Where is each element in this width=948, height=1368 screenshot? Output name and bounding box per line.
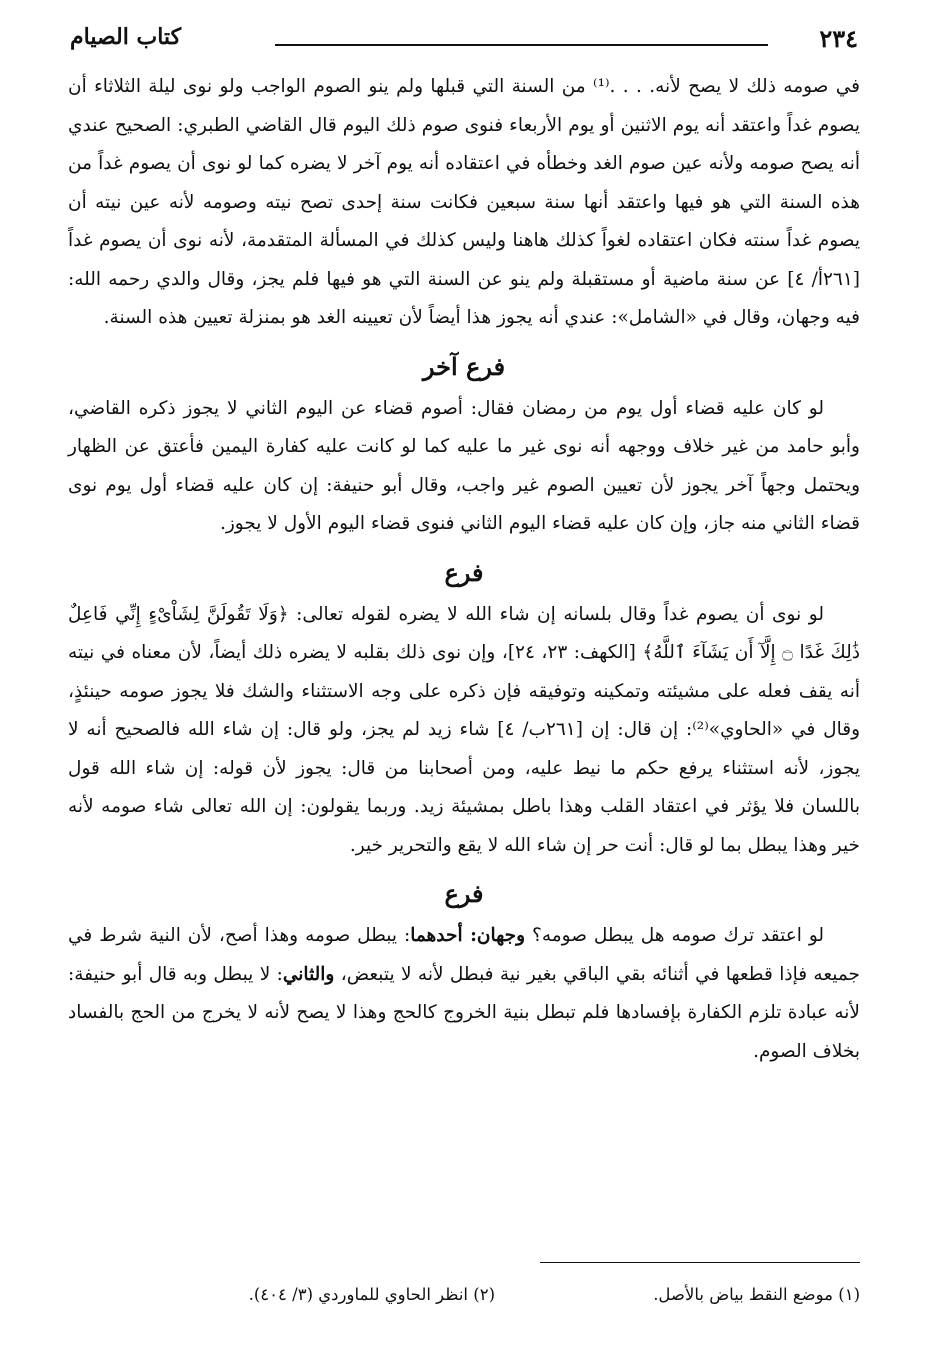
section-heading-1: فرع آخر (422, 351, 506, 381)
main-text (68, 68, 860, 1071)
paragraph-4 (68, 917, 860, 1071)
footnote-2: (٢) انظر الحاوي للماوردي (٣/ ٤٠٤). (248, 1285, 495, 1304)
footnote-divider (540, 1262, 860, 1263)
header-rule (275, 44, 768, 46)
term-second-view: والثاني (282, 963, 335, 985)
section-heading-3: فرع (444, 879, 484, 908)
footnote-1: (١) موضع النقط بياض بالأصل. (653, 1285, 860, 1304)
paragraph-4-second-view: : لا يبطل وبه قال أبو حنيفة: لأنه عبادة تلزم الكفارة بإفسادها فلم تبطل بنية الخروج كالحج وهذا لا يصح لأنه لا يخرج من الحج بالفساد بخلاف الصوم. (68, 963, 860, 1062)
page-number: ٢٣٤ (819, 24, 858, 53)
section-heading-2: فرع (444, 557, 484, 587)
book-title: كتاب الصيام (70, 24, 182, 50)
term-two-views-first: وجهان: أحدهما (410, 925, 526, 946)
page-header (70, 18, 858, 58)
paragraph-2: لو كان عليه قضاء أول يوم من رمضان فقال: أصوم قضاء عن اليوم الثاني لا يجوز ذكره القاضي، وأبو حامد من غير خلاف ووجهه أنه نوى غير ما عليه كما لو كانت عليه كفارة اليمين فأعتق عن الظهار ويحتمل وجهاً آخر يجوز لأن تعيين الصوم غير واجب، وقال أبو حنيفة: إن كان عليه قضاء أول يوم نوى قضاء الثاني منه جاز، وإن كان عليه قضاء اليوم الثاني فنوى قضاء اليوم الأول لا يجوز. (68, 397, 860, 534)
paragraph-4-question: لو اعتقد ترك صومه هل يبطل صومه؟ (525, 925, 825, 946)
paragraph-4-first-view: : يبطل صومه وهذا أصح، لأن النية شرط في جميعه فإذا قطعها في أثنائه بقي الباقي بغير نية فبطل لأنه لا يتبعض، (68, 925, 860, 985)
paragraph-1: في صومه ذلك لا يصح لأنه. . . .⁽¹⁾ من السنة التي قبلها ولم ينو الصوم الواجب ولو نوى ليلة الثلاثاء أن يصوم غداً واعتقد أنه يوم الاثنين أو يوم الأربعاء فنوى صوم ذلك اليوم قال القاضي الطبري: الصحيح عندي أنه يصح صومه ولأنه عين صوم الغد وخطأه في اعتقاده أنه يوم آخر لا يضره كما لو نوى أن يصوم غداً من هذه السنة التي هو فيها واعتقد أنها سنة سبعين فكانت سنة إحدى تصح نيته وصومه لأنه عين نيته أن يصوم غداً سنته فكان اعتقاده لغواً كذلك هاهنا وليس كذلك في المسألة المتقدمة، لأنه نوى أن يصوم غداً [٢٦١أ/ ٤] عن سنة ماضية أو مستقبلة ولم ينو عن السنة التي هو فيها فلم يجز، وقال والدي رحمه الله: فيه وجهان، وقال في «الشامل»: عندي أنه يجوز هذا أيضاً لأن تعيينه الغد هو بمنزلة تعيين هذه السنة. (68, 76, 860, 328)
paragraph-3: لو نوى أن يصوم غداً وقال بلسانه إن شاء الله لا يضره لقوله تعالى: ﴿وَلَا تَقُولَنَّ لِشَاْىْءٍ إِنِّي فَاعِلٌ ذَٰلِكَ غَدًا ۝ إِلَّآ أَن يَشَآءَ ٱللَّهُ﴾ [الكهف: ٢٣، ٢٤]، وإن نوى ذلك بقلبه لا يضره ذلك أيضاً، لأن معناه في نيته أنه يقف فعله على مشيئته وتمكينه وتوفيقه فإن ذكره على وجه الاستثناء والشك فلا يجوز صومه حينئذٍ، وقال في «الحاوي»⁽²⁾: إن قال: إن [٢٦١ب/ ٤] شاء زيد لم يجز، ولو قال: إن شاء الله فالصحيح أنه لا يجوز، لأنه استثناء يرفع حكم ما نيط عليه، ومن أصحابنا من قال: يجوز لأن قوله: إن شاء الله قول باللسان فلا يؤثر في اعتقاد القلب وهذا باطل بمشيئة زيد. وربما يقولون: إن الله تعالى شاء صومه لأنه خير وهذا يبطل بما لو قال: أنت حر إن شاء الله لا يقع والتحرير خير. (68, 603, 861, 856)
